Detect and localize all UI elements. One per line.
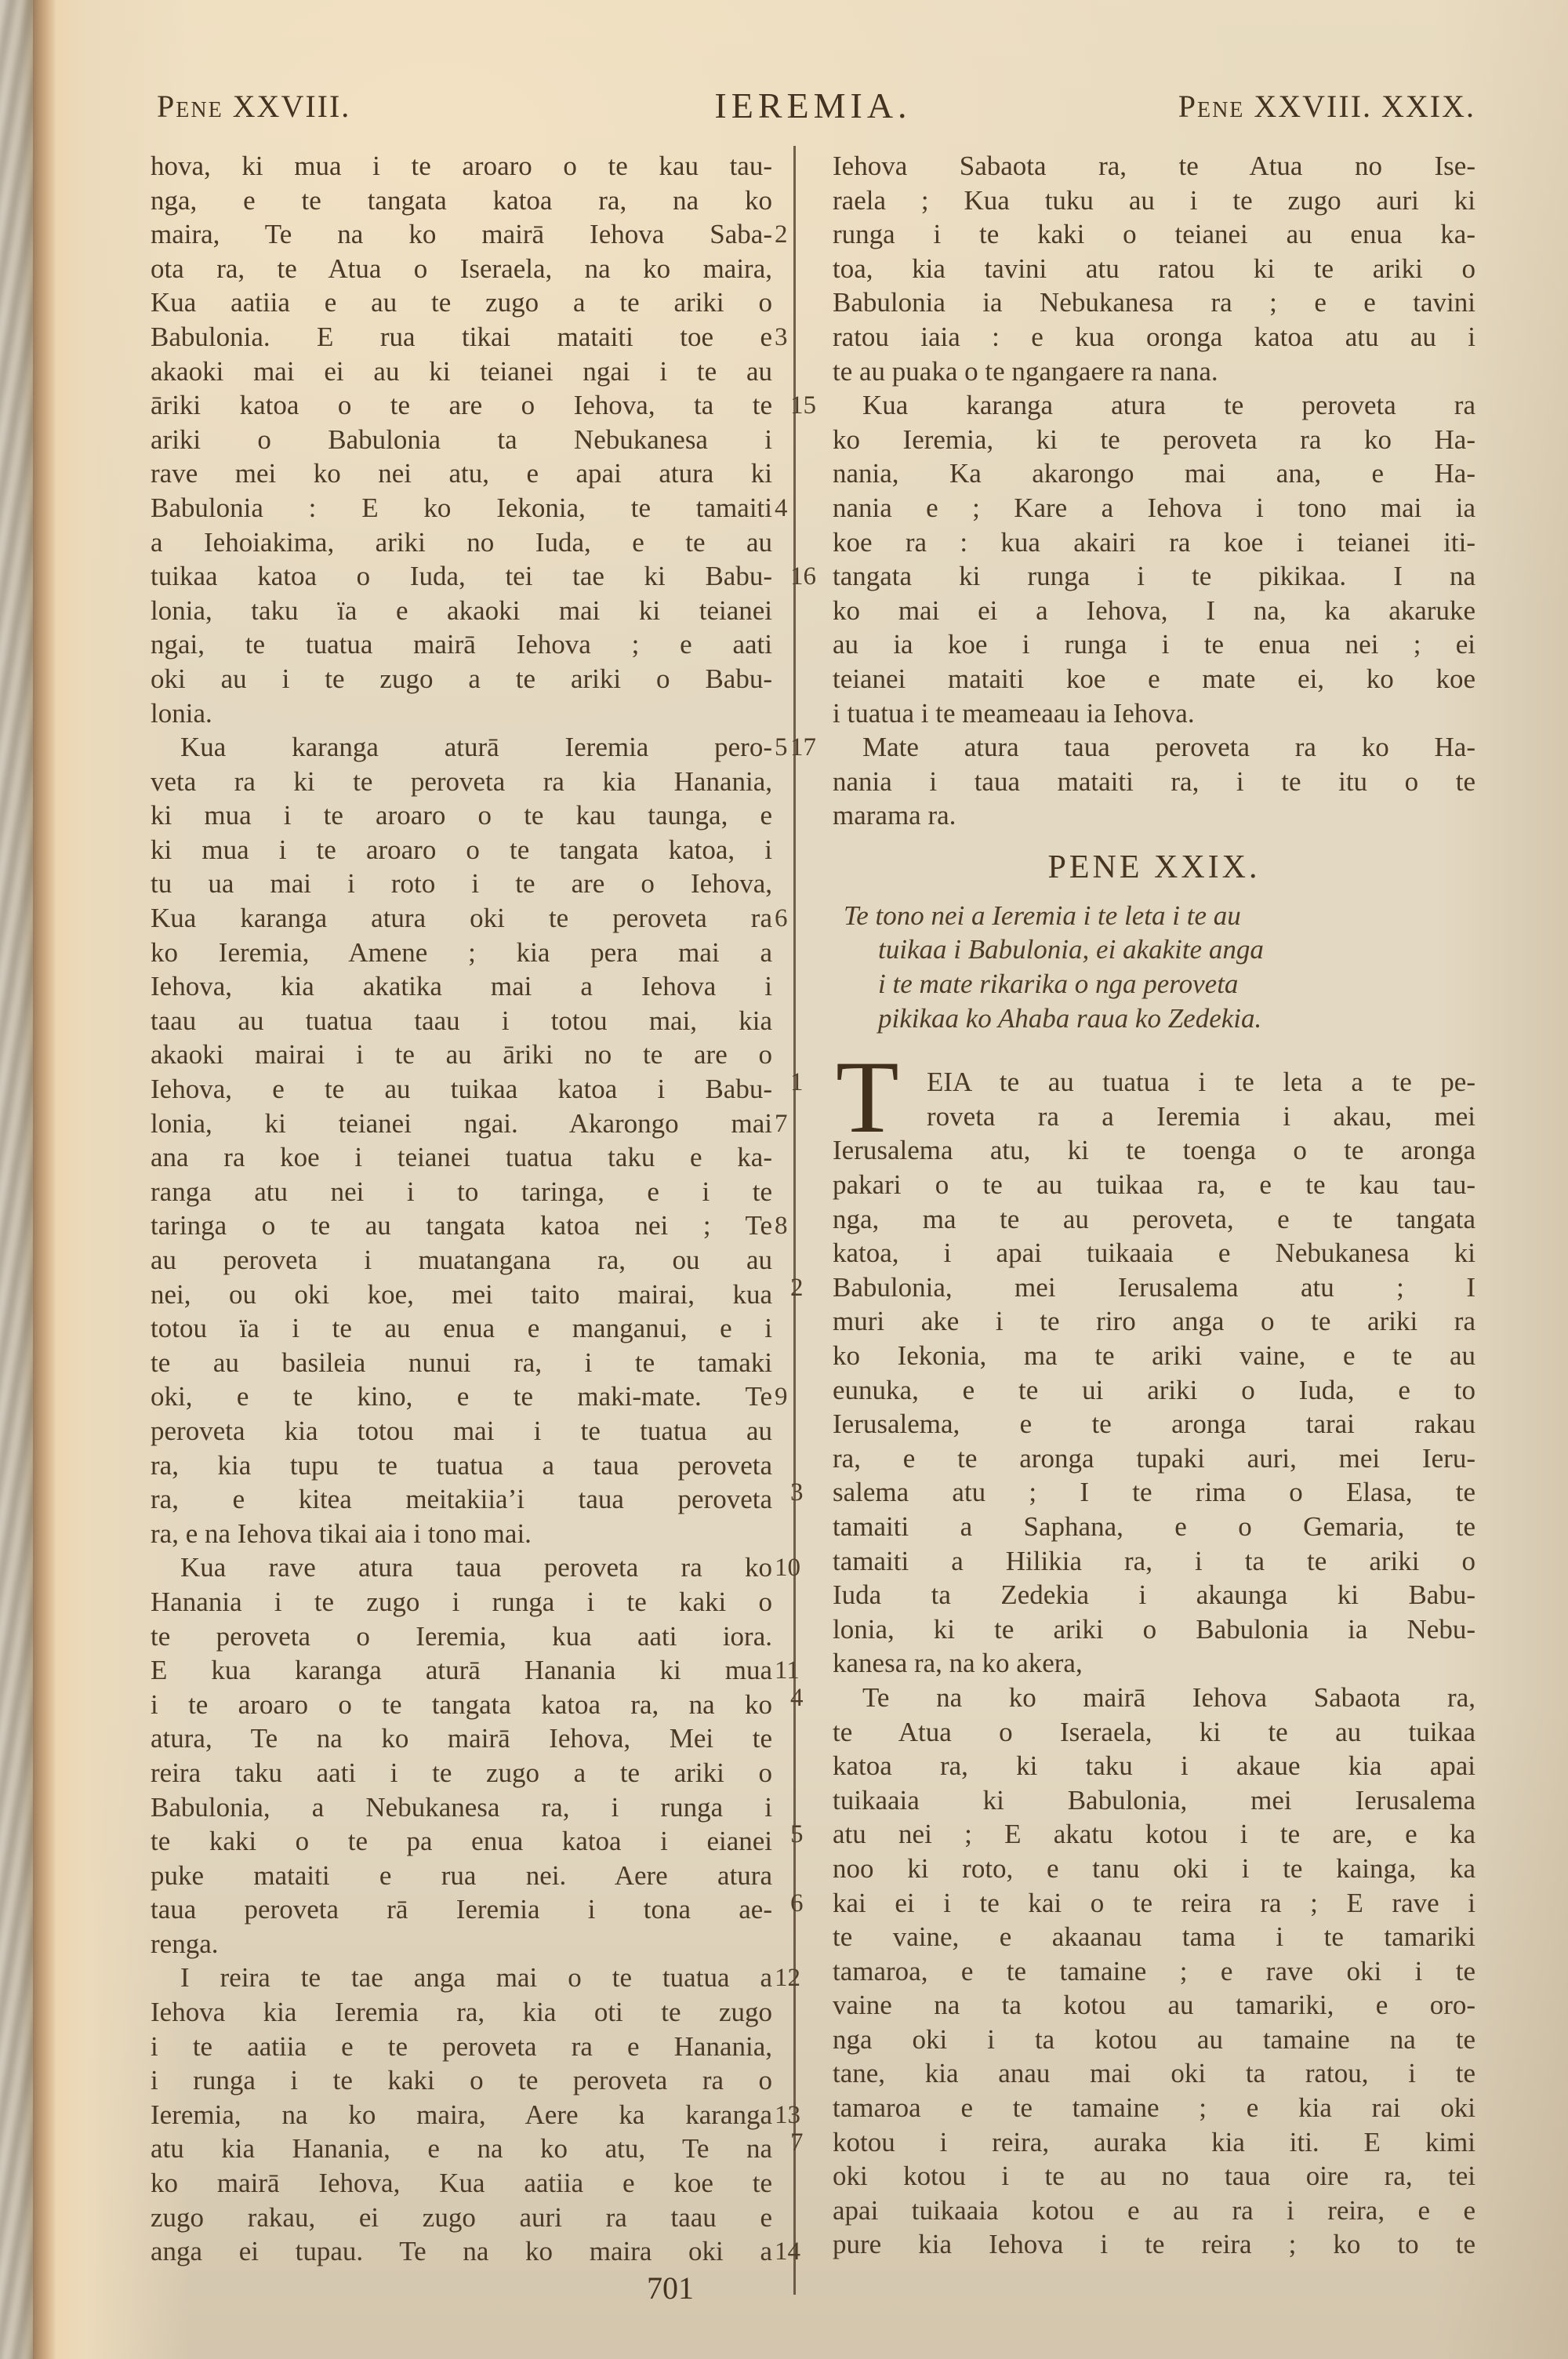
text-line: akaoki mairai i te au āriki no te are o	[151, 1039, 772, 1070]
facing-page-strip	[0, 0, 33, 2359]
verse-number: 11	[775, 1656, 800, 1685]
text-line: ota ra, te Atua o Iseraela, na ko maira,	[151, 253, 772, 284]
text-line: peroveta kia totou mai i te tuatua au	[151, 1415, 772, 1446]
text-line: roveta ra a Ieremia i akau, mei	[927, 1100, 1475, 1132]
text-line: ra, e na Iehova tikai aia i tono mai.	[151, 1518, 532, 1549]
verse-number: 15	[790, 391, 816, 420]
verse-number: 7	[790, 2128, 804, 2157]
text-line: toa, kia tavini atu ratou ki te ariki o	[833, 253, 1475, 284]
verse-number: 16	[790, 562, 816, 591]
text-line: reira taku aati i te zugo a te ariki o	[151, 1757, 772, 1788]
text-line: muri ake i te riro anga o te ariki ra	[833, 1306, 1475, 1337]
text-line: ana ra koe i teianei tuatua taku e ka-	[151, 1142, 772, 1173]
text-line: i runga i te kaki o te peroveta ra o	[151, 2065, 772, 2096]
verse-number: 12	[775, 1964, 800, 1993]
text-line: ngai, te tuatua mairā Iehova ; e aati	[151, 629, 772, 660]
text-line: ko mai ei a Iehova, I na, ka akaruke	[833, 594, 1475, 626]
text-line: totou ïa i te au enua e manganui, e i	[151, 1313, 772, 1344]
text-line: Babulonia ia Nebukanesa ra ; e e tavini	[833, 287, 1475, 318]
text-line: Ieremia, na ko maira, Aere ka karanga 13	[151, 2098, 772, 2132]
right-column	[790, 149, 1475, 2262]
text-line: pure kia Iehova i te reira ; ko to te	[833, 2229, 1475, 2260]
text-line: raela ; Kua tuku au i te zugo auri ki	[833, 184, 1475, 216]
text-line: lonia, ki te ariki o Babulonia ia Nebu-	[833, 1613, 1475, 1645]
text-line: nania i taua mataiti ra, i te itu o te	[833, 765, 1475, 797]
text-line: nga, ma te au peroveta, e te tangata	[833, 1203, 1475, 1234]
verse-number: 4	[775, 493, 788, 522]
text-line: kanesa ra, na ko akera,	[833, 1648, 1083, 1679]
text-line: ra, e te aronga tupaki auri, mei Ieru-	[833, 1442, 1475, 1474]
text-line: veta ra ki te peroveta ra kia Hanania,	[151, 765, 772, 797]
text-line: oki au i te zugo a te ariki o Babu-	[151, 663, 772, 694]
text-line: I reira te tae anga mai o te tuatua a 12	[151, 1961, 772, 1995]
text-line: au peroveta i muatangana ra, ou au	[151, 1245, 772, 1275]
text-line: ko mairā Iehova, Kua aatiia e koe te	[151, 2168, 772, 2199]
chapter-intro-line: i te mate rikarika o nga peroveta	[878, 969, 1239, 1000]
text-line: te au basileia nunui ra, i te tamaki	[151, 1347, 772, 1378]
text-line: zugo rakau, ei zugo auri ra taau e	[151, 2201, 772, 2233]
chapter-heading: PENE XXIX.	[1047, 849, 1261, 885]
running-header	[151, 85, 1475, 135]
text-line: Hanania i te zugo i runga i te kaki o	[151, 1586, 772, 1617]
text-line: Ierusalema, e te aronga tarai rakau	[833, 1408, 1475, 1440]
text-line: pakari o te au tuikaa ra, e te kau tau-	[833, 1169, 1475, 1201]
text-line: nga, e te tangata katoa ra, na ko	[151, 184, 772, 216]
verse-number: 14	[775, 2237, 800, 2266]
verse-number: 6	[790, 1888, 804, 1917]
text-line: te vaine, e akaanau tama i te tamariki	[833, 1921, 1475, 1953]
chapter-intro-line: tuikaa i Babulonia, ei akakite anga	[878, 934, 1264, 965]
text-line: ratou iaia : e kua oronga katoa atu au i	[833, 321, 1475, 352]
text-line: tamaroa, e te tamaine ; e rave oki i te	[833, 1955, 1475, 1986]
verse-number: 2	[775, 220, 788, 249]
text-line: anga ei tupau. Te na ko maira oki a 14	[151, 2234, 772, 2269]
text-line: Babulonia. E rua tikai mataiti toe e 3	[151, 320, 772, 354]
text-line: ko Ieremia, ki te peroveta ra ko Ha-	[833, 423, 1475, 455]
text-line: renga.	[151, 1928, 219, 1959]
text-line: oki kotou i te au no taua oire ra, tei	[833, 2161, 1475, 2192]
text-line: nga oki i ta kotou au tamaine na te	[833, 2023, 1475, 2055]
text-line: vaine na ta kotou au tamariki, e oro-	[833, 1990, 1475, 2021]
text-line: ariki o Babulonia ta Nebukanesa i	[151, 423, 772, 455]
text-line: kotou i reira, auraka kia iti. E kimi 7	[833, 2125, 1475, 2160]
verse-number: 13	[775, 2100, 800, 2129]
header-right-chapter: Pene XXVIII. XXIX.	[1178, 89, 1475, 124]
text-line: tuikaaia ki Babulonia, mei Ierusalema	[833, 1784, 1475, 1816]
text-line: lonia.	[151, 697, 212, 729]
verse-number: 5	[775, 733, 788, 762]
text-line: E kua karanga aturā Hanania ki mua 11	[151, 1653, 772, 1688]
text-line: tamaiti a Hilikia ra, i ta te ariki o	[833, 1545, 1475, 1576]
text-line: i te aatiia e te peroveta ra e Hanania,	[151, 2030, 772, 2062]
text-line: Iehova, e te au tuikaa katoa i Babu-	[151, 1074, 772, 1105]
verse-number: 4	[790, 1683, 804, 1712]
text-line: tu ua mai i roto i te are o Iehova,	[151, 868, 772, 900]
chapter-body	[790, 1039, 1475, 2262]
text-line: marama ra.	[833, 800, 956, 831]
text-line: te peroveta o Ieremia, kua aati iora.	[151, 1620, 772, 1652]
text-line: ki mua i te aroaro o te kau taunga, e	[151, 800, 772, 831]
text-line: i te aroaro o te tangata katoa ra, na ko	[151, 1688, 772, 1720]
text-line: a Iehoiakima, ariki no Iuda, e te au	[151, 526, 772, 558]
verse-number: 17	[790, 733, 816, 762]
text-line: Mate atura taua peroveta ra ko Ha- 17	[833, 730, 1475, 765]
text-line: atu nei ; E akatu kotou i te are, e ka 5	[833, 1817, 1475, 1852]
drop-cap: T	[836, 1039, 899, 1155]
text-line: Ierusalema atu, ki te toenga o te aronga	[833, 1135, 1475, 1166]
text-line: teianei mataiti koe e mate ei, ko koe	[833, 663, 1475, 694]
text-line: lonia, ki teianei ngai. Akarongo mai 7	[151, 1107, 772, 1141]
text-line: tane, kia anau mai oki ta ratou, i te	[833, 2058, 1475, 2089]
text-line: Iehova, kia akatika mai a Iehova i	[151, 971, 772, 1002]
text-line: i tuatua i te meameaau ia Iehova.	[833, 697, 1195, 729]
text-line: ranga atu nei i to taringa, e i te	[151, 1176, 772, 1207]
text-line: EIA te au tuatua i te leta a te pe- 1	[833, 1065, 1475, 1100]
text-line: lonia, taku ïa e akaoki mai ki teianei	[151, 594, 772, 626]
gutter-crease	[33, 0, 56, 2359]
text-line: ko Ieremia, Amene ; kia pera mai a	[151, 936, 772, 968]
text-line: te Atua o Iseraela, ki te au tuikaa	[833, 1716, 1475, 1747]
verse-number: 2	[790, 1273, 804, 1302]
text-line: taau au tuatua taau i totou mai, kia	[151, 1005, 772, 1036]
text-line: ra, kia tupu te tuatua a taua peroveta	[151, 1449, 772, 1481]
text-line: katoa, i apai tuikaaia e Nebukanesa ki	[833, 1238, 1475, 1269]
text-line: Kua rave atura taua peroveta ra ko 10	[151, 1550, 772, 1585]
verse-number: 10	[775, 1554, 800, 1583]
text-line: taua peroveta rā Ieremia i tona ae-	[151, 1894, 772, 1925]
text-line: Te na ko mairā Iehova Sabaota ra, 4	[833, 1681, 1475, 1715]
facing-page-text-blur	[0, 0, 33, 2359]
text-line: taringa o te au tangata katoa nei ; Te 8	[151, 1209, 772, 1243]
text-line: oki, e te kino, e te maki-mate. Te 9	[151, 1379, 772, 1414]
text-line: tangata ki runga i te pikikaa. I na 16	[833, 559, 1475, 594]
page-number: 701	[647, 2270, 694, 2306]
text-line: apai tuikaaia kotou e au ra i reira, e e	[833, 2194, 1475, 2226]
text-line: te kaki o te pa enua katoa i eianei	[151, 1826, 772, 1857]
text-line: akaoki mai ei au ki teianei ngai i te au	[151, 355, 772, 387]
text-line: Iuda ta Zedekia i akaunga ki Babu-	[833, 1579, 1475, 1611]
verse-number: 8	[775, 1212, 788, 1241]
text-line: katoa ra, ki taku i akaue kia apai	[833, 1750, 1475, 1782]
text-line: Babulonia : E ko Iekonia, te tamaiti 4	[151, 491, 772, 525]
chapter-intro-line: pikikaa ko Ahaba raua ko Zedekia.	[878, 1002, 1262, 1034]
text-line: Iehova kia Ieremia ra, kia oti te zugo	[151, 1997, 772, 2028]
text-line: Kua aatiia e au te zugo a te ariki o	[151, 287, 772, 318]
verse-number: 3	[790, 1478, 804, 1507]
text-line: āriki katoa o te are o Iehova, ta te	[151, 390, 772, 421]
text-line: au ia koe i runga i te enua nei ; ei	[833, 629, 1475, 660]
chapter-intro	[833, 899, 1475, 1035]
text-line: ra, e kitea meitakiia’i taua peroveta	[151, 1484, 772, 1515]
text-line: Babulonia, a Nebukanesa ra, i runga i	[151, 1791, 772, 1823]
text-line: tuikaa katoa o Iuda, tei tae ki Babu-	[151, 561, 772, 592]
text-line: atura, Te na ko mairā Iehova, Mei te	[151, 1723, 772, 1754]
text-line: hova, ki mua i te aroaro o te kau tau-	[151, 151, 772, 181]
text-line: Babulonia, mei Ierusalema atu ; I 2	[833, 1270, 1475, 1305]
text-line: tamaiti a Saphana, e o Gemaria, te	[833, 1510, 1475, 1542]
verse-number: 3	[775, 322, 788, 351]
text-line: Kua karanga atura oki te peroveta ra 6	[151, 901, 772, 936]
left-column	[151, 149, 800, 2269]
text-line: ko Iekonia, ma te ariki vaine, e te au	[833, 1340, 1475, 1371]
text-line: ki mua i te aroaro o te tangata katoa, i	[151, 834, 772, 865]
chapter-intro-line: Te tono nei a Ieremia i te leta i te au	[844, 900, 1241, 931]
header-book-title: IEREMIA.	[714, 85, 912, 125]
text-line: kai ei i te kai o te reira ra ; E rave i 6	[833, 1886, 1475, 1921]
header-left-chapter: Pene XXVIII.	[157, 89, 351, 124]
verse-number: 6	[775, 904, 788, 933]
text-line: rave mei ko nei atu, e apai atura ki	[151, 458, 772, 489]
text-line: eunuka, e te ui ariki o Iuda, e to	[833, 1374, 1475, 1405]
verse-number: 9	[775, 1383, 788, 1412]
text-line: Kua karanga atura te peroveta ra 15	[833, 388, 1475, 423]
text-line: maira, Te na ko mairā Iehova Saba- 2	[151, 217, 772, 252]
text-line: noo ki roto, e tanu oki i te kainga, ka	[833, 1852, 1475, 1884]
text-line: puke mataiti e rua nei. Aere atura	[151, 1859, 772, 1891]
verse-number: 1	[790, 1068, 804, 1097]
text-line: te au puaka o te ngangaere ra nana.	[833, 355, 1218, 387]
text-line: koe ra : kua akairi ra koe i teianei iti-	[833, 526, 1475, 558]
text-line: nei, ou oki koe, mei taito mairai, kua	[151, 1278, 772, 1310]
text-line: Iehova Sabaota ra, te Atua no Ise-	[833, 151, 1475, 181]
text-line: tamaroa e te tamaine ; e kia rai oki	[833, 2092, 1475, 2124]
verse-number: 5	[790, 1820, 804, 1849]
text-line: nania e ; Kare a Iehova i tono mai ia	[833, 492, 1475, 523]
text-line: salema atu ; I te rima o Elasa, te 3	[833, 1475, 1475, 1510]
text-line: runga i te kaki o teianei au enua ka-	[833, 219, 1475, 250]
verse-number: 7	[775, 1109, 788, 1138]
text-line: atu kia Hanania, e na ko atu, Te na	[151, 2133, 772, 2165]
text-line: Kua karanga aturā Ieremia pero- 5	[151, 730, 772, 765]
text-line: nania, Ka akarongo mai ana, e Ha-	[833, 458, 1475, 489]
